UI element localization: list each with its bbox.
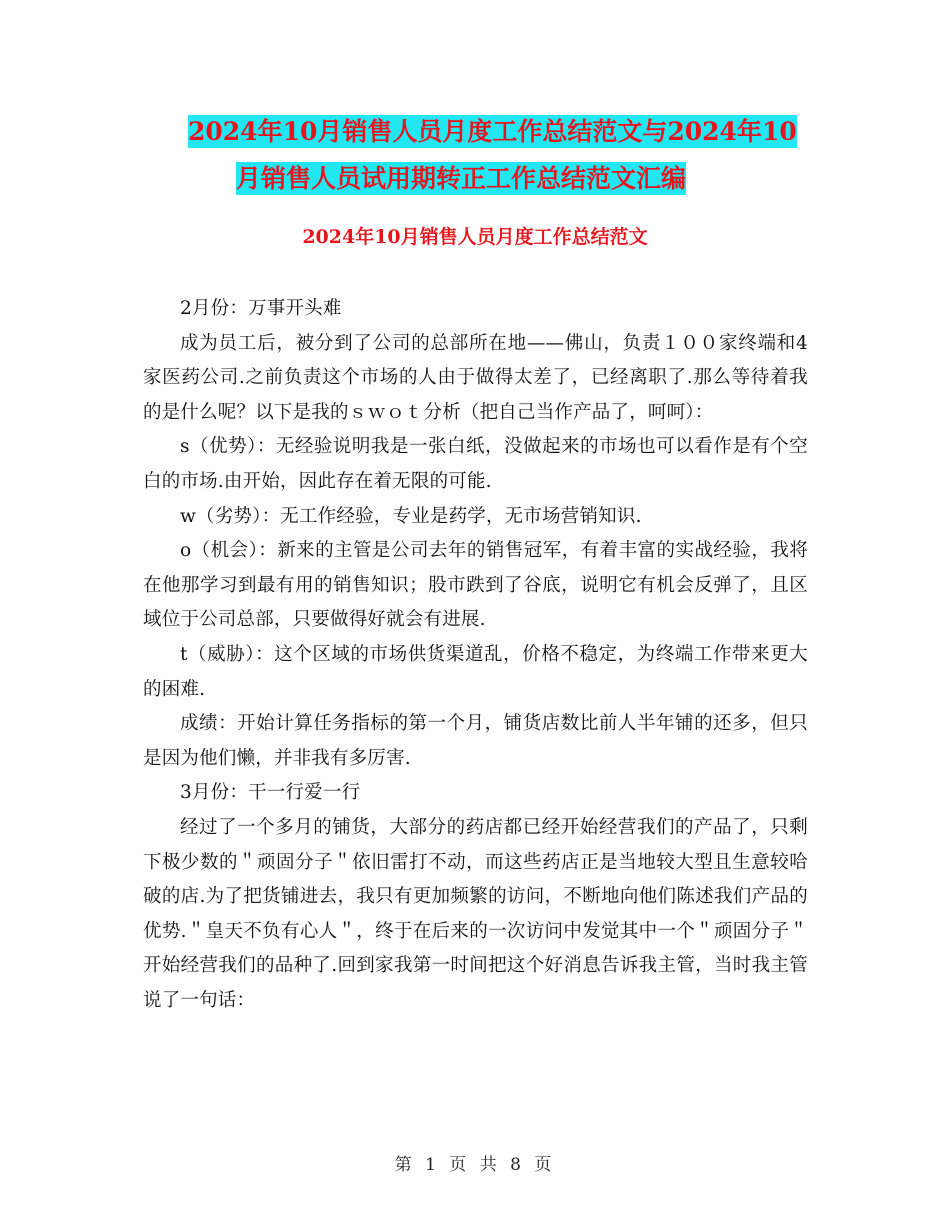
page-footer: 第 1 页 共 8 页 [394, 1155, 556, 1175]
paragraph: t（威胁）：这个区域的市场供货渠道乱，价格不稳定，为终端工作带来更大的困难. [143, 643, 808, 700]
paragraph: 成绩：开始计算任务指标的第一个月，铺货店数比前人半年铺的还多，但只是因为他们懒，并非我有多厉害. [143, 713, 808, 769]
paragraph: 3月份：干一行爱一行 [180, 782, 361, 804]
document-body [143, 292, 808, 1018]
title-line-1-text: 2024年10月销售人员月度工作总结范文与2024年10 [188, 117, 797, 146]
paragraph: w（劣势）：无工作经验，专业是药学，无市场营销知识. [180, 505, 642, 527]
document-title [140, 108, 820, 202]
title-line-2 [140, 155, 820, 202]
paragraph: 经过了一个多月的铺货，大部分的药店都已经开始经营我们的产品了，只剩下极少数的＂顽固分子＂依旧雷打不动，而这些药店正是当地较大型且生意较哈破的店.为了把货铺进去，我只有更加频繁的访问，不断地向他们陈述我们产品的优势.＂皇天不负有心人＂，终于在后来的一次访问中发觉其中一个＂顽固分子＂开始经营我们的品种了.回到家我第一时间把这个好消息告诉我主管，当时我主管说了一句话： [143, 816, 808, 1011]
paragraph: 成为员工后，被分到了公司的总部所在地——佛山，负责１００家终端和4家医药公司.之前负责这个市场的人由于做得太差了，已经离职了.那么等待着我的是什么呢？以下是我的ｓｗｏｔ分析（把自己当作产品了，呵呵）： [143, 332, 808, 423]
title-line-1 [140, 108, 820, 155]
paragraph: s（优势）：无经验说明我是一张白纸，没做起来的市场也可以看作是有个空白的市场.由开始，因此存在着无限的可能. [143, 436, 808, 492]
paragraph: 2月份：万事开头难 [180, 298, 342, 319]
paragraph: o（机会）：新来的主管是公司去年的销售冠军，有着丰富的实战经验，我将在他那学习到最有用的销售知识；股市跌到了谷底，说明它有机会反弹了，且区域位于公司总部，只要做得好就会有进展. [143, 540, 808, 631]
title-line-2-text: 月销售人员试用期转正工作总结范文汇编 [236, 164, 687, 193]
section-heading: 2024年10月销售人员月度工作总结范文 [302, 226, 648, 248]
